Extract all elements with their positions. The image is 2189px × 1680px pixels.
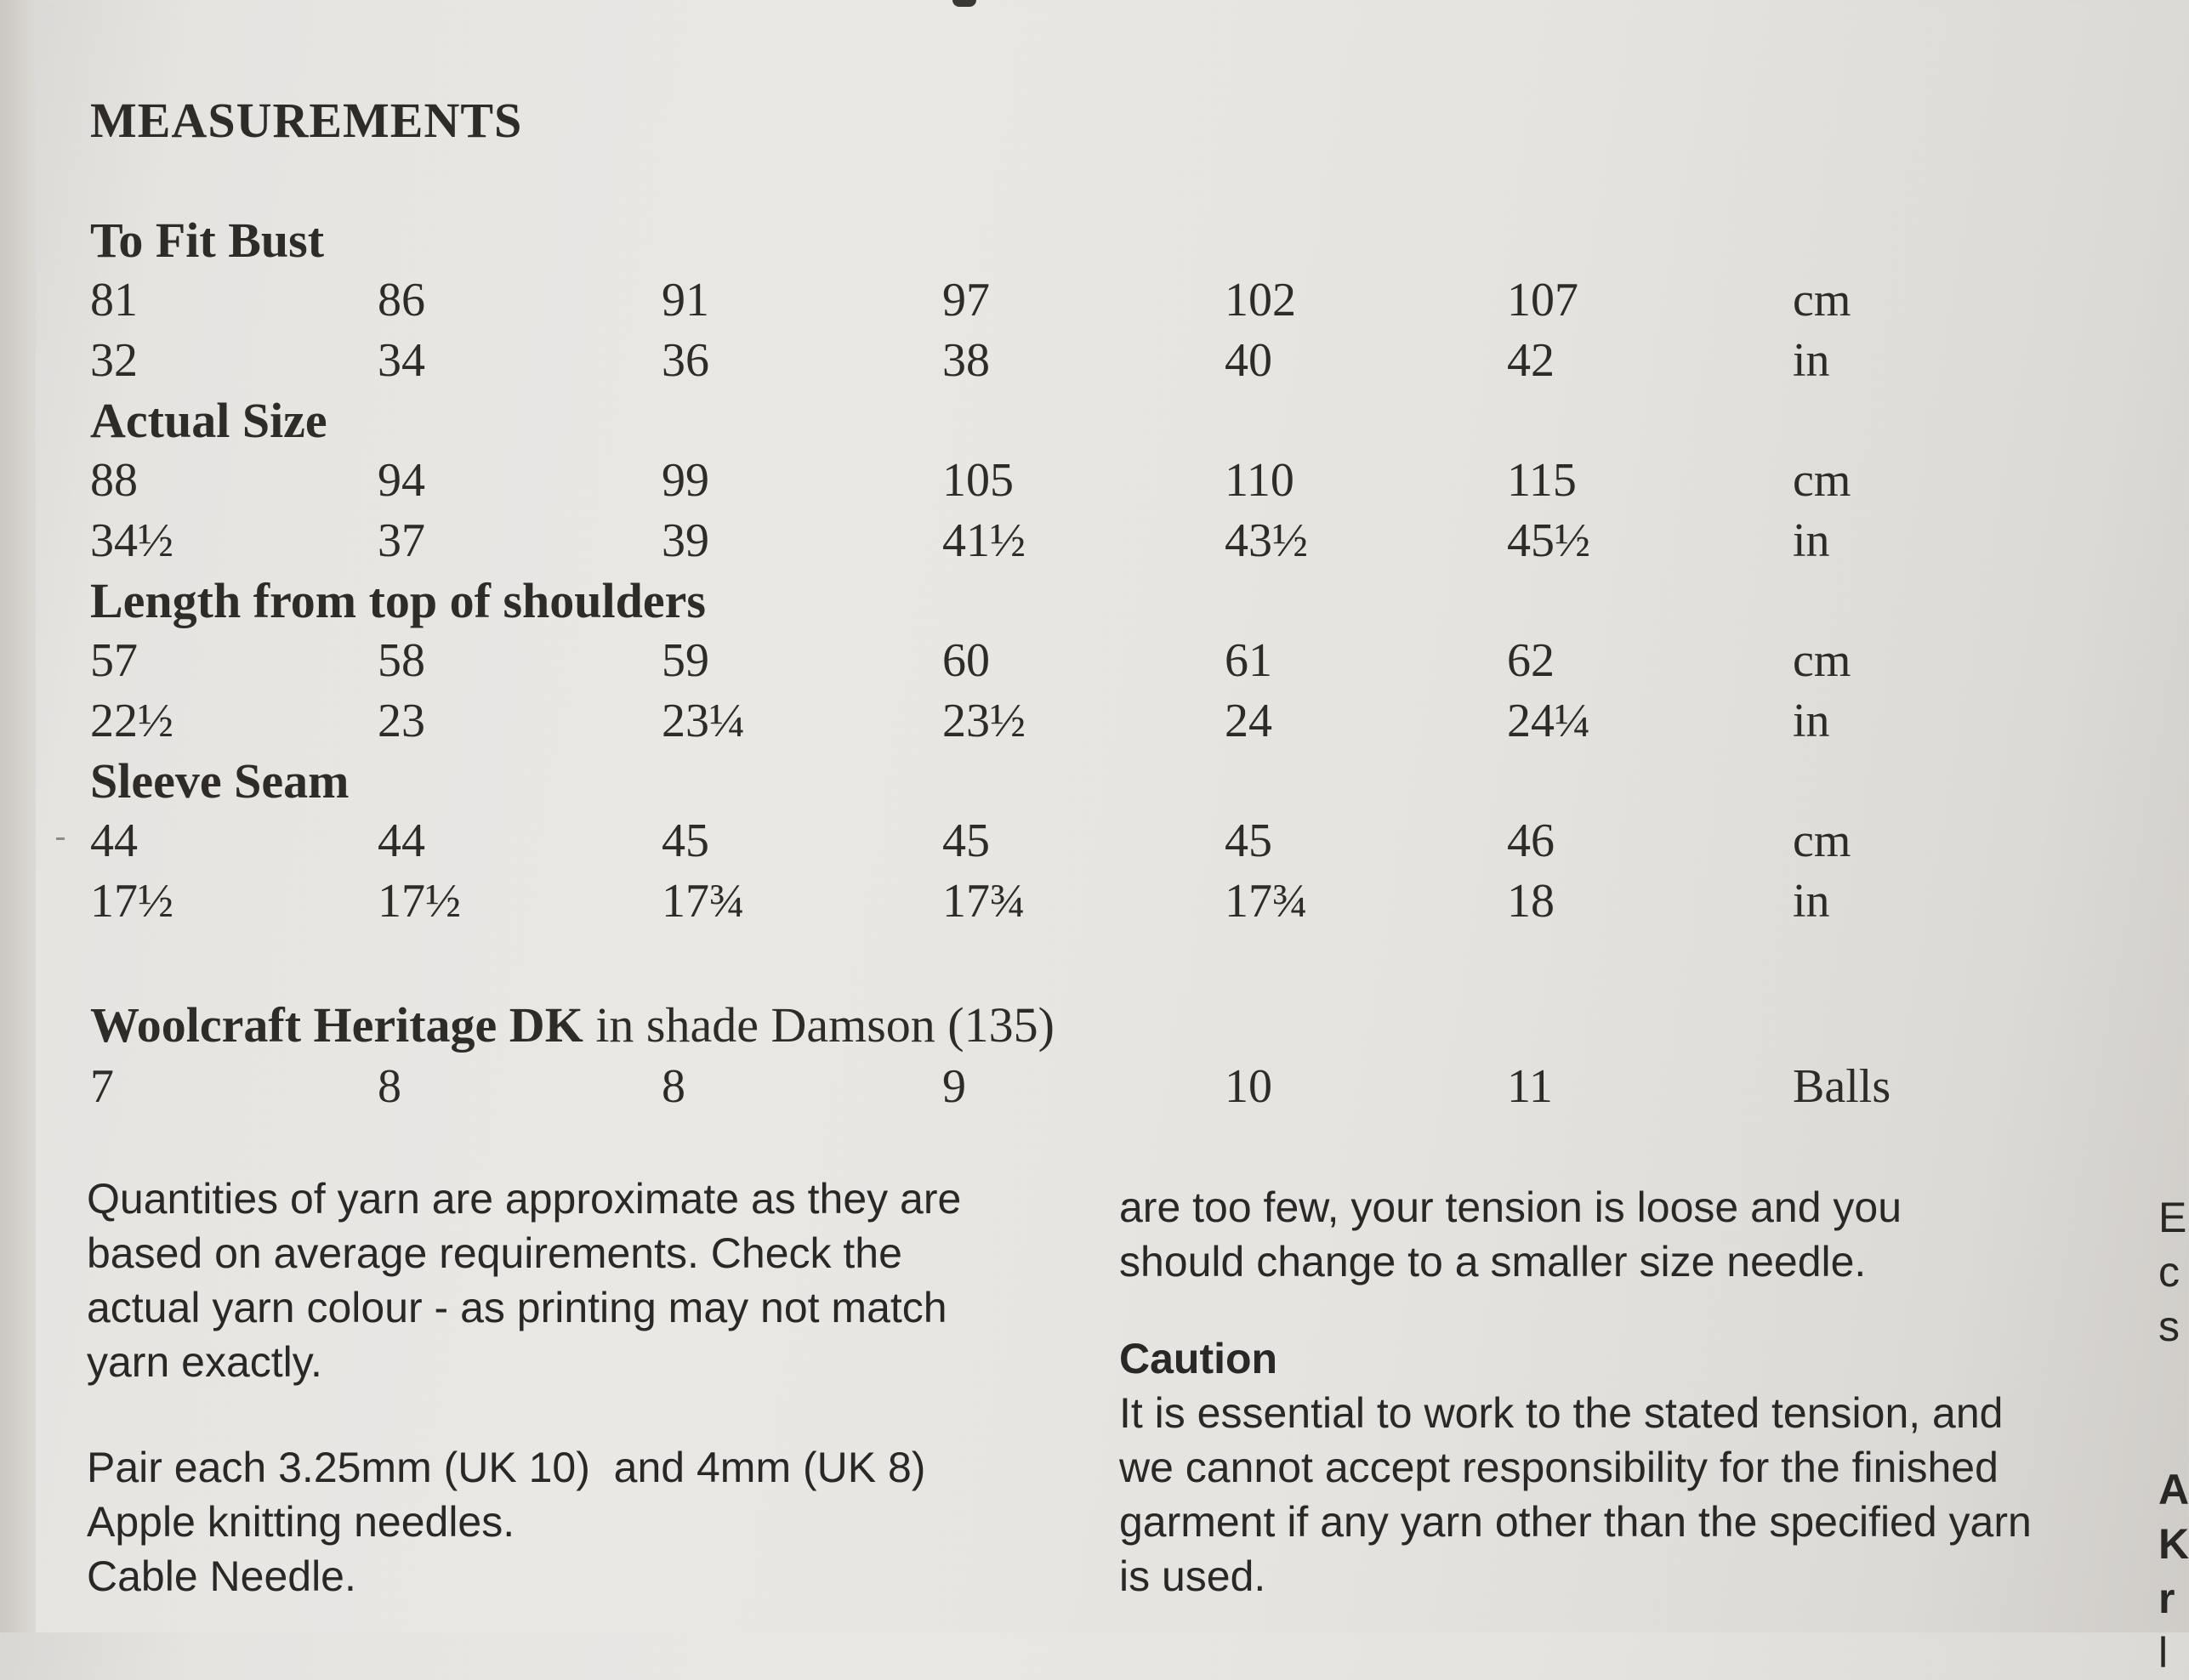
cropped-glyph <box>2158 1408 2177 1462</box>
cropped-glyph: K <box>2158 1520 2189 1568</box>
size-value: 18 <box>1507 875 1555 928</box>
size-value: 94 <box>378 454 425 507</box>
text-line: garment if any yarn other than the specified yarn <box>1119 1498 2032 1546</box>
size-value: 97 <box>942 274 990 326</box>
ball-count: 10 <box>1225 1060 1272 1113</box>
cropped-glyph: l <box>2158 1629 2169 1677</box>
cropped-glyph: r <box>2158 1575 2175 1622</box>
table-row <box>90 691 1919 752</box>
yarn-heading <box>90 995 1919 1056</box>
size-value: 23¼ <box>662 695 745 747</box>
text-line: yarn exactly. <box>87 1338 322 1386</box>
size-value: 61 <box>1225 634 1272 687</box>
page-fold-shadow <box>0 0 36 1632</box>
tension-notes-column <box>1119 1180 2123 1603</box>
size-value: 17¾ <box>1225 875 1308 928</box>
cropped-right-column <box>2158 1190 2189 1677</box>
ball-count: 11 <box>1507 1060 1553 1113</box>
table-row <box>90 270 1919 331</box>
size-value: 41½ <box>942 514 1026 567</box>
size-value: 81 <box>90 274 138 326</box>
size-value: 107 <box>1507 274 1578 326</box>
unit-label: in <box>1793 334 1830 387</box>
unit-label: in <box>1793 514 1830 567</box>
size-value: 110 <box>1225 454 1294 507</box>
cropped-glyph <box>2158 1354 2177 1408</box>
size-value: 99 <box>662 454 709 507</box>
table-row <box>90 511 1919 571</box>
table-row <box>90 451 1919 511</box>
size-value: 115 <box>1507 454 1577 507</box>
table-row <box>90 331 1919 391</box>
size-value: 60 <box>942 634 990 687</box>
size-value: 39 <box>662 514 709 567</box>
ball-count: 7 <box>90 1060 114 1113</box>
text-line: are too few, your tension is loose and you <box>1119 1183 1902 1231</box>
size-value: 45 <box>662 814 709 867</box>
text-line: Pair each 3.25mm (UK 10) and 4mm (UK 8) <box>87 1444 926 1491</box>
text-line: Apple knitting needles. <box>87 1498 515 1546</box>
ball-count: 9 <box>942 1060 966 1113</box>
size-value: 36 <box>662 334 709 387</box>
unit-label: in <box>1793 695 1830 747</box>
ball-count: 8 <box>662 1060 685 1113</box>
size-value: 17¾ <box>942 875 1026 928</box>
text-line: Quantities of yarn are approximate as they are <box>87 1175 962 1223</box>
size-value: 44 <box>90 814 138 867</box>
yarn-name: Woolcraft Heritage DK <box>90 997 583 1053</box>
section-heading: Length from top of shoulders <box>90 573 706 628</box>
size-value: 24 <box>1225 695 1272 747</box>
size-value: 46 <box>1507 814 1555 867</box>
size-value: 17½ <box>378 875 461 928</box>
size-value: 32 <box>90 334 138 387</box>
cropped-glyph: E <box>2158 1194 2187 1241</box>
size-value: 105 <box>942 454 1014 507</box>
size-value: 62 <box>1507 634 1555 687</box>
cropped-glyph: A <box>2158 1466 2189 1513</box>
text-line: Cable Needle. <box>87 1552 356 1600</box>
table-row <box>90 1056 1919 1117</box>
size-value: 57 <box>90 634 138 687</box>
size-value: 17¾ <box>662 875 745 928</box>
size-value: 91 <box>662 274 709 326</box>
section-heading: To Fit Bust <box>90 213 325 268</box>
unit-label: Balls <box>1793 1060 1891 1113</box>
size-value: 45 <box>1225 814 1272 867</box>
text-line: we cannot accept responsibility for the finished <box>1119 1444 1999 1491</box>
text-line: is used. <box>1119 1552 1266 1600</box>
unit-label: cm <box>1793 814 1851 867</box>
margin-tick <box>56 837 65 840</box>
unit-label: in <box>1793 875 1830 928</box>
size-value: 58 <box>378 634 425 687</box>
measurements-table <box>90 211 1919 932</box>
size-value: 17½ <box>90 875 173 928</box>
size-value: 44 <box>378 814 425 867</box>
size-value: 43½ <box>1225 514 1308 567</box>
size-value: 88 <box>90 454 138 507</box>
cropped-glyph: s <box>2158 1303 2180 1350</box>
size-value: 40 <box>1225 334 1272 387</box>
ball-count: 8 <box>378 1060 401 1113</box>
cropped-glyph: c <box>2158 1248 2180 1296</box>
page-title: MEASUREMENTS <box>90 93 523 148</box>
size-value: 23½ <box>942 695 1026 747</box>
text-line: It is essential to work to the stated tension, and <box>1119 1389 2004 1437</box>
text-line: actual yarn colour - as printing may not match <box>87 1284 947 1331</box>
text-line: based on average requirements. Check the <box>87 1229 902 1277</box>
size-value: 34½ <box>90 514 173 567</box>
section-heading: Sleeve Seam <box>90 753 350 809</box>
yarn-shade: in shade Damson (135) <box>595 997 1055 1053</box>
size-value: 42 <box>1507 334 1555 387</box>
caution-heading: Caution <box>1119 1335 1278 1382</box>
text-line: should change to a smaller size needle. <box>1119 1238 1867 1286</box>
unit-label: cm <box>1793 454 1851 507</box>
table-row <box>90 811 1919 871</box>
unit-label: cm <box>1793 274 1851 326</box>
table-row <box>90 871 1919 932</box>
size-value: 45 <box>942 814 990 867</box>
table-row <box>90 631 1919 691</box>
size-value: 59 <box>662 634 709 687</box>
size-value: 34 <box>378 334 425 387</box>
size-value: 37 <box>378 514 425 567</box>
size-value: 22½ <box>90 695 173 747</box>
size-value: 38 <box>942 334 990 387</box>
top-glyph-fragment <box>952 0 976 7</box>
size-value: 23 <box>378 695 425 747</box>
size-value: 45½ <box>1507 514 1590 567</box>
size-value: 86 <box>378 274 425 326</box>
yarn-notes-column <box>87 1172 1116 1603</box>
section-heading: Actual Size <box>90 393 327 448</box>
unit-label: cm <box>1793 634 1851 687</box>
size-value: 102 <box>1225 274 1296 326</box>
yarn-requirements <box>90 995 1919 1117</box>
size-value: 24¼ <box>1507 695 1590 747</box>
